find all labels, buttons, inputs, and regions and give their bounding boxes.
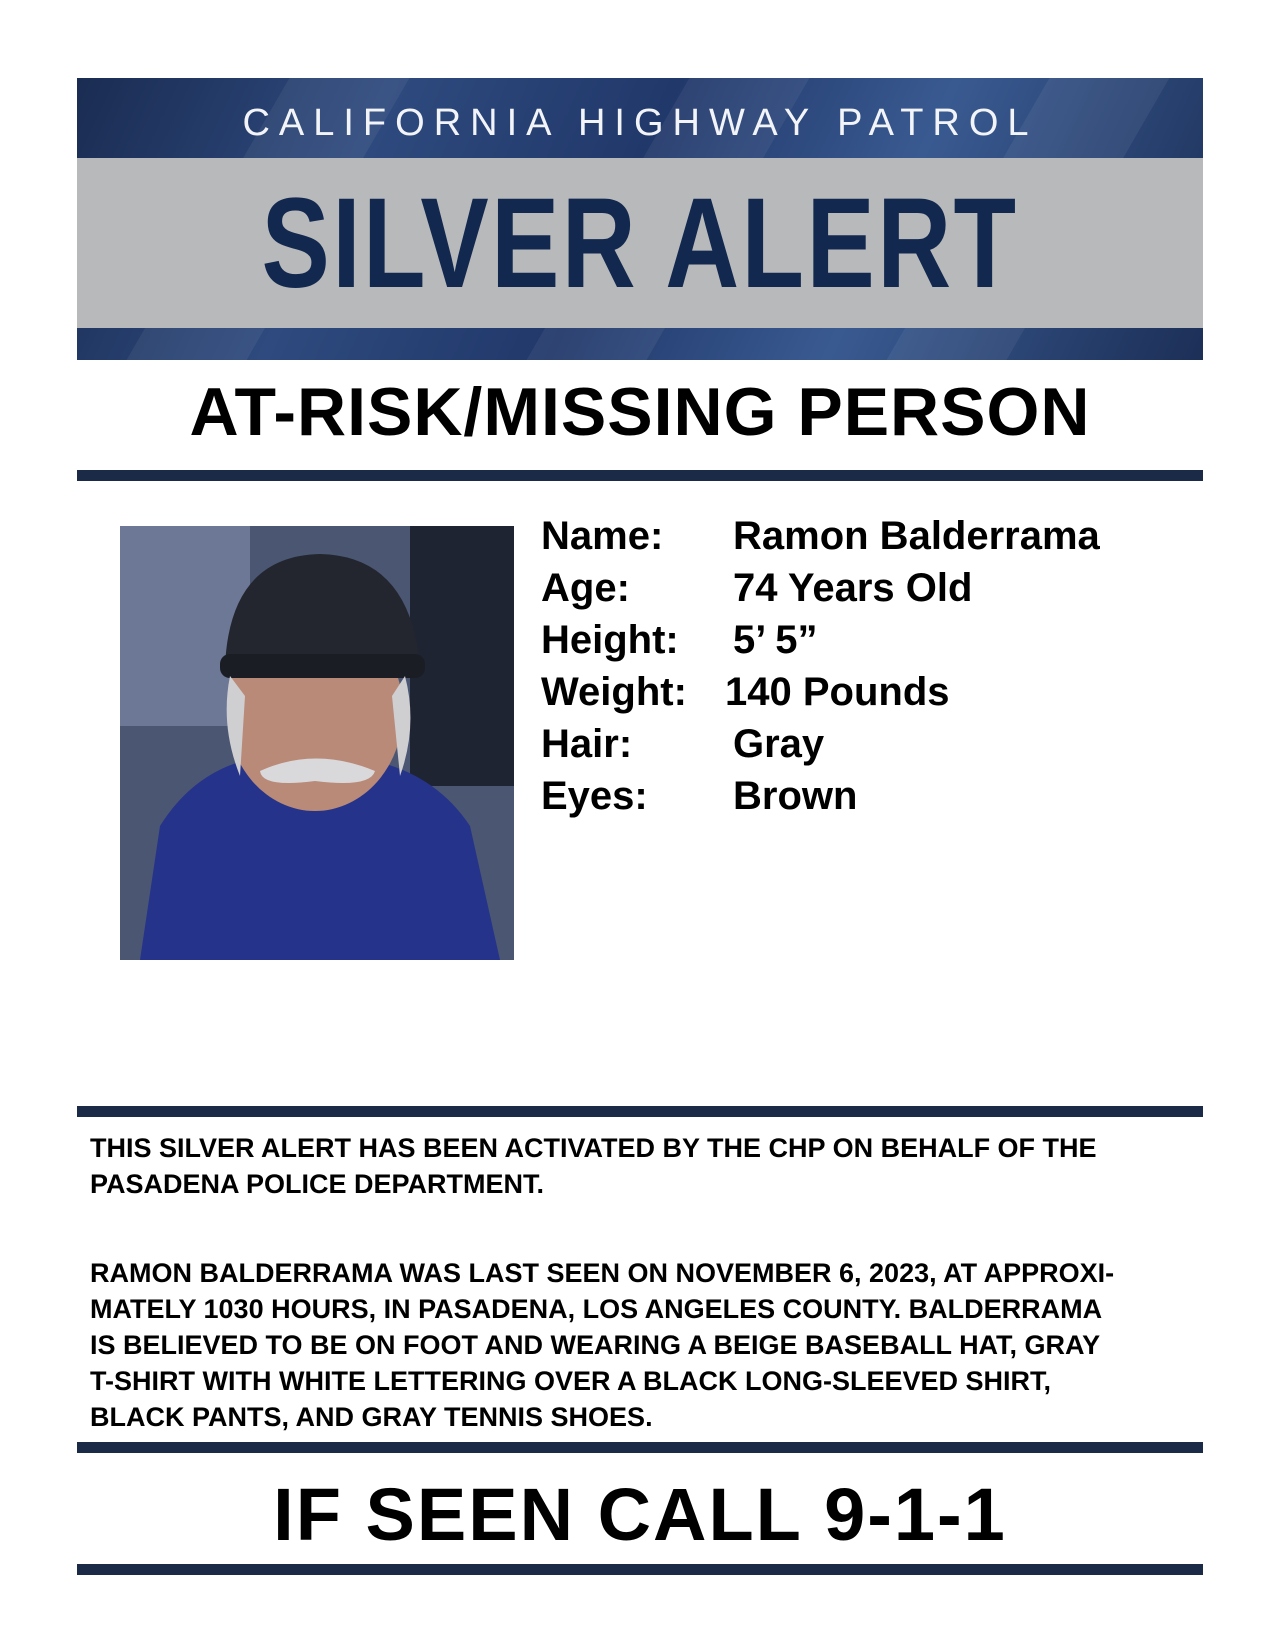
alert-title-band bbox=[77, 158, 1203, 328]
detail-value: Brown bbox=[733, 774, 858, 818]
detail-label: Eyes: bbox=[541, 774, 648, 818]
detail-row-weight bbox=[541, 670, 1181, 720]
detail-value: 5’ 5” bbox=[733, 618, 818, 662]
divider bbox=[77, 1442, 1203, 1453]
alert-title: SILVER ALERT bbox=[261, 171, 1019, 315]
description-line: MATELY 1030 HOURS, IN PASADENA, LOS ANGELES COUNTY. BALDERRAMA bbox=[90, 1294, 1103, 1324]
detail-value: 74 Years Old bbox=[733, 566, 973, 610]
agency-name: CALIFORNIA HIGHWAY PATROL bbox=[242, 102, 1038, 144]
divider bbox=[77, 1564, 1203, 1575]
divider bbox=[77, 470, 1203, 481]
description-line: RAMON BALDERRAMA WAS LAST SEEN ON NOVEMBER 6, 2023, AT APPROXI- bbox=[90, 1258, 1115, 1288]
detail-label: Height: bbox=[541, 618, 679, 662]
person-photo-illustration bbox=[120, 526, 514, 960]
detail-row-age bbox=[541, 566, 1181, 616]
detail-row-name bbox=[541, 514, 1181, 564]
detail-row-hair bbox=[541, 722, 1181, 772]
headline: AT-RISK/MISSING PERSON bbox=[189, 374, 1091, 450]
detail-label: Age: bbox=[541, 566, 630, 610]
detail-value: Gray bbox=[733, 722, 825, 766]
detail-row-eyes bbox=[541, 774, 1181, 824]
activation-text: THIS SILVER ALERT HAS BEEN ACTIVATED BY THE CHP ON BEHALF OF THE PASADENA POLICE DEPARTMENT. bbox=[90, 1133, 1097, 1199]
detail-label: Hair: bbox=[541, 722, 633, 766]
description-line: BLACK PANTS, AND GRAY TENNIS SHOES. bbox=[90, 1402, 653, 1432]
detail-value: 140 Pounds bbox=[725, 670, 950, 714]
description-line: T-SHIRT WITH WHITE LETTERING OVER A BLACK LONG-SLEEVED SHIRT, bbox=[90, 1366, 1051, 1396]
header-banner bbox=[77, 78, 1203, 360]
detail-label: Weight: bbox=[541, 670, 687, 714]
last-seen-description bbox=[90, 1255, 1200, 1435]
person-photo bbox=[120, 526, 514, 960]
detail-row-height bbox=[541, 618, 1181, 668]
detail-value: Ramon Balderrama bbox=[733, 514, 1100, 558]
call-to-action: IF SEEN CALL 9-1-1 bbox=[273, 1473, 1007, 1556]
divider bbox=[77, 1106, 1203, 1117]
detail-label: Name: bbox=[541, 514, 664, 558]
description-line: IS BELIEVED TO BE ON FOOT AND WEARING A BEIGE BASEBALL HAT, GRAY bbox=[90, 1330, 1101, 1360]
activation-notice bbox=[90, 1130, 1200, 1202]
